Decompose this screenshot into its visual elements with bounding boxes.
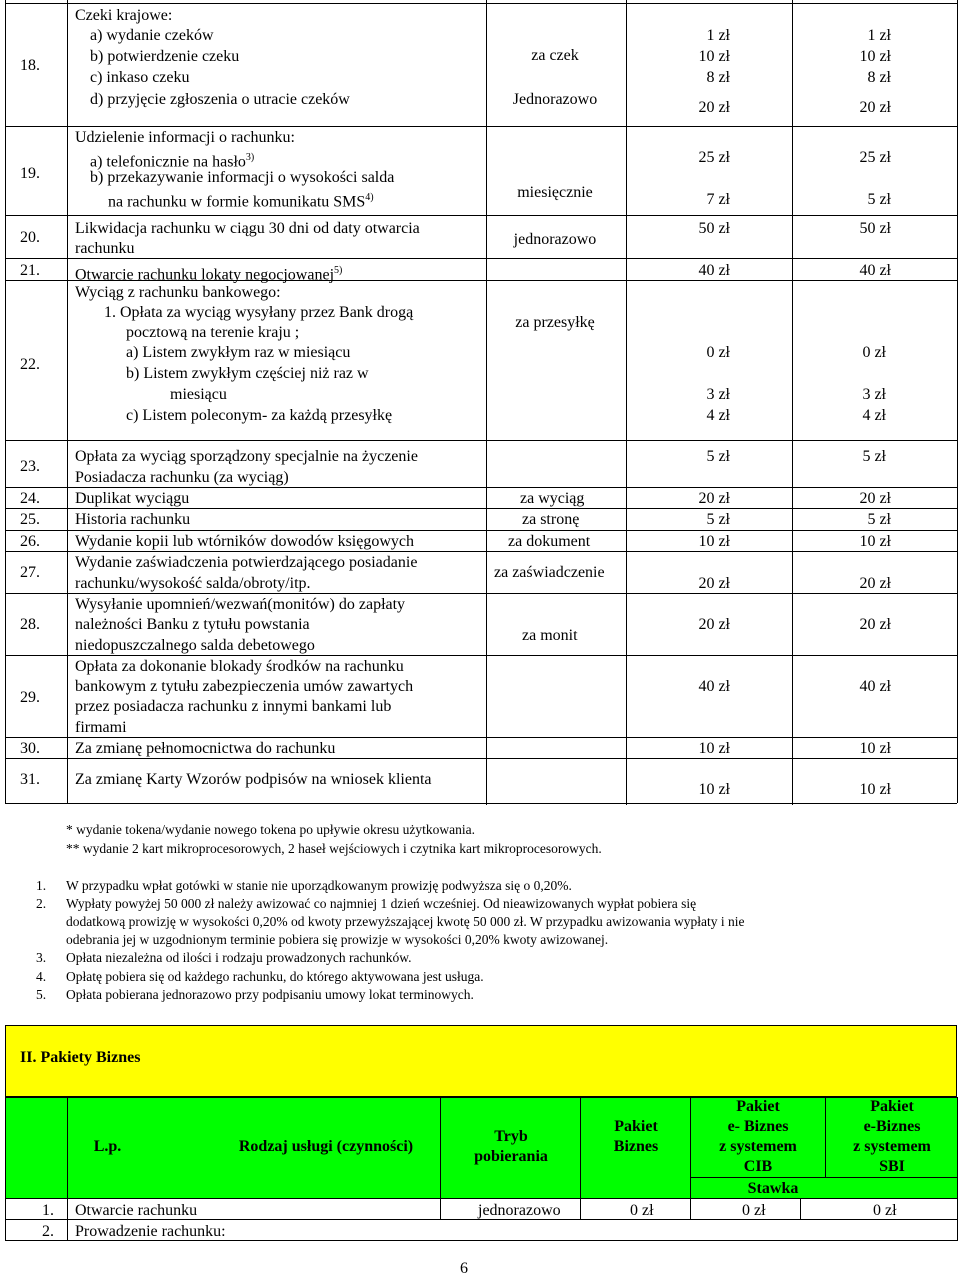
footnote-star: ** wydanie 2 kart mikroprocesorowych, 2 haseł wejściowych i czytnika kart mikroprocesorowych. — [66, 841, 602, 856]
footnote-number: 1. — [36, 878, 47, 893]
header-package: e-Biznes — [863, 1118, 921, 1135]
fee-mode: za dokument — [508, 533, 591, 550]
section-banner — [5, 1025, 957, 1097]
fee-value: 5 zł — [706, 511, 730, 528]
row-label: firmami — [75, 719, 127, 736]
row-label: Wysyłanie upomnień/wezwań(monitów) do zapłaty — [75, 596, 406, 613]
footnote-text: Opłatę pobiera się od każdego rachunku, do którego aktywowana jest usługa. — [66, 969, 484, 984]
fee-value: 20 zł — [698, 575, 730, 592]
row-number: 22. — [20, 356, 40, 373]
fee-value: 8 zł — [867, 69, 891, 86]
row-item: b) potwierdzenie czeku — [90, 48, 240, 65]
header-package: SBI — [879, 1158, 905, 1175]
fee-value: 10 zł — [698, 781, 730, 798]
row-label: Likwidacja rachunku w ciągu 30 dni od daty otwarcia — [75, 220, 420, 237]
row-label: Opłata za wyciąg sporządzony specjalnie na życzenie — [75, 448, 418, 465]
fee-value: 50 zł — [859, 220, 891, 237]
fee-value: 20 zł — [698, 490, 730, 507]
footnote-text: dodatkową prowizję w wysokości 0,20% od kwoty przewyższającej kwotę 50 000 zł. W przypadku awizowania wypłaty i nie — [66, 914, 745, 929]
row-number: 23. — [20, 458, 40, 475]
footnote-text: W przypadku wpłat gotówki w stanie nie uporządkowanym prowizję podwyższa się o 0,20%. — [66, 878, 572, 893]
fee-mode: miesięcznie — [517, 184, 593, 201]
row-item: a) wydanie czeków — [90, 27, 214, 44]
fee-mode: jednorazowo — [513, 231, 597, 248]
fee-value: 4 zł — [862, 407, 886, 424]
fee-value: 20 zł — [859, 490, 891, 507]
row-number: 21. — [20, 262, 40, 279]
row-label: należności Banku z tytułu powstania — [75, 616, 310, 633]
row-number: 24. — [20, 490, 40, 507]
fee-value: 25 zł — [859, 149, 891, 166]
fee-value: 20 zł — [859, 616, 891, 633]
footnote-number: 2. — [36, 896, 47, 911]
header-package: Pakiet — [614, 1118, 658, 1135]
fee-value: 4 zł — [706, 407, 730, 424]
footnote-text: odebrania jej w uzgodnionym terminie pobiera się prowizje w wysokości 0,20% kwoty awizowanej. — [66, 932, 609, 947]
row-label: Otwarcie rachunku — [75, 1202, 198, 1219]
fee-value: 0 zł — [742, 1202, 766, 1219]
row-number: 26. — [20, 533, 40, 550]
fee-value: 10 zł — [698, 533, 730, 550]
header-package: Pakiet — [870, 1098, 914, 1115]
header-package: CIB — [743, 1158, 773, 1175]
fee-value: 0 zł — [706, 344, 730, 361]
fee-value: 20 zł — [698, 99, 730, 116]
row-number: 27. — [20, 564, 40, 581]
row-label: przez posiadacza rachunku z innymi bankami lub — [75, 698, 392, 715]
fee-value: 5 zł — [862, 448, 886, 465]
row-label: Posiadacza rachunku (za wyciąg) — [75, 469, 289, 486]
fee-value: 50 zł — [698, 220, 730, 237]
row-number: 19. — [20, 165, 40, 182]
fee-value: 3 zł — [706, 386, 730, 403]
row-label: niedopuszczalnego salda debetowego — [75, 637, 315, 654]
row-number: 1. — [42, 1202, 54, 1219]
row-item: c) Listem poleconym- za każdą przesyłkę — [126, 407, 393, 424]
row-number: 30. — [20, 740, 40, 757]
row-number: 25. — [20, 511, 40, 528]
row-item: 1. Opłata za wyciąg wysyłany przez Bank drogą — [104, 304, 414, 321]
row-item: pocztową na terenie kraju ; — [126, 324, 300, 341]
row-title: Wyciąg z rachunku bankowego: — [75, 284, 281, 301]
header-package: Biznes — [613, 1138, 659, 1155]
fee-value: 10 zł — [859, 740, 891, 757]
fee-value: 40 zł — [859, 262, 891, 279]
fee-mode: za stronę — [522, 511, 580, 528]
fee-value: 5 zł — [706, 448, 730, 465]
row-item: d) przyjęcie zgłoszenia o utracie czeków — [90, 91, 350, 108]
footnote-number: 5. — [36, 987, 47, 1002]
fee-value: 20 zł — [698, 616, 730, 633]
row-number: 29. — [20, 689, 40, 706]
row-label: Duplikat wyciągu — [75, 490, 190, 507]
row-label: Za zmianę pełnomocnictwa do rachunku — [75, 740, 336, 757]
row-label: Za zmianę Karty Wzorów podpisów na wniosek klienta — [75, 771, 432, 788]
footnote-text: Opłata niezależna od ilości i rodzaju prowadzonych rachunków. — [66, 950, 412, 965]
fee-mode: jednorazowo — [478, 1202, 561, 1219]
header-lp: L.p. — [93, 1138, 122, 1155]
footnote-star: * wydanie tokena/wydanie nowego tokena po upływie okresu użytkowania. — [66, 822, 476, 837]
row-number: 18. — [20, 57, 40, 74]
fee-value: 3 zł — [862, 386, 886, 403]
row-number: 31. — [20, 771, 40, 788]
fee-value: 10 zł — [859, 48, 891, 65]
row-item: a) telefonicznie na hasło$^{3)}$ — [90, 152, 255, 171]
row-label: Historia rachunku — [75, 511, 191, 528]
row-item: b) Listem zwykłym częściej niż raz w — [126, 365, 369, 382]
row-label: Otwarcie rachunku lokaty negocjowanej$^{5)}$ — [75, 265, 343, 284]
fee-value: 10 zł — [859, 781, 891, 798]
row-label: Prowadzenie rachunku: — [75, 1223, 226, 1240]
footnote-text: Opłata pobierana jednorazowo przy podpisaniu umowy lokat terminowych. — [66, 987, 474, 1002]
fee-value: 40 zł — [698, 678, 730, 695]
fee-mode: za monit — [522, 627, 578, 644]
fee-mode: za przesyłkę — [515, 314, 595, 331]
fee-value: 40 zł — [698, 262, 730, 279]
header-package: z systemem — [853, 1138, 931, 1155]
row-title: Udzielenie informacji o rachunku: — [75, 129, 295, 146]
fee-value: 5 zł — [867, 191, 891, 208]
row-number: 28. — [20, 616, 40, 633]
row-title: Czeki krajowe: — [75, 7, 173, 24]
row-item: c) inkaso czeku — [90, 69, 190, 86]
page-number: 6 — [460, 1260, 468, 1277]
fee-value: 10 zł — [698, 740, 730, 757]
fee-value: 10 zł — [859, 533, 891, 550]
section-title: II. Pakiety Biznes — [20, 1049, 141, 1066]
header-package: Pakiet — [736, 1098, 780, 1115]
footnote-number: 3. — [36, 950, 47, 965]
fee-value: 1 zł — [706, 27, 730, 44]
fee-value: 1 zł — [867, 27, 891, 44]
footnote-text: Wypłaty powyżej 50 000 zł należy awizować co najmniej 1 dzień wcześniej. Od nieawizowanych wypłat pobiera się — [66, 896, 697, 911]
fee-value: 5 zł — [867, 511, 891, 528]
fee-value: 0 zł — [630, 1202, 654, 1219]
row-label: rachunku — [75, 240, 135, 257]
fee-mode: za zaświadczenie — [494, 564, 605, 581]
fee-value: 20 zł — [859, 99, 891, 116]
fee-mode: Jednorazowo — [512, 91, 598, 108]
fee-value: 20 zł — [859, 575, 891, 592]
row-label: rachunku/wysokość salda/obroty/itp. — [75, 575, 311, 592]
header-service: Rodzaj usługi (czynności) — [238, 1138, 414, 1155]
row-label: Wydanie kopii lub wtórników dowodów księgowych — [75, 533, 414, 550]
footnote-number: 4. — [36, 969, 47, 984]
header-mode: pobierania — [474, 1148, 548, 1165]
row-label: Opłata za dokonanie blokady środków na rachunku — [75, 658, 404, 675]
fee-mode: za czek — [531, 47, 579, 64]
row-item: miesiącu — [170, 386, 227, 403]
fee-value: 7 zł — [706, 191, 730, 208]
fee-value: 10 zł — [698, 48, 730, 65]
fee-value: 25 zł — [698, 149, 730, 166]
row-item: a) Listem zwykłym raz w miesiącu — [126, 344, 351, 361]
fee-value: 8 zł — [706, 69, 730, 86]
row-item: b) przekazywanie informacji o wysokości salda — [90, 169, 395, 186]
fee-value: 0 zł — [873, 1202, 897, 1219]
fee-value: 40 zł — [859, 678, 891, 695]
row-number: 2. — [42, 1223, 54, 1240]
header-mode: Tryb — [494, 1128, 528, 1145]
header-package: z systemem — [719, 1138, 797, 1155]
row-number: 20. — [20, 229, 40, 246]
fee-mode: za wyciąg — [520, 490, 585, 507]
row-label: bankowym z tytułu zabezpieczenia umów zawartych — [75, 678, 414, 695]
header-package: e- Biznes — [727, 1118, 789, 1135]
row-item: na rachunku w formie komunikatu SMS$^{4)}$ — [108, 192, 374, 211]
header-rate: Stawka — [747, 1180, 799, 1197]
row-label: Wydanie zaświadczenia potwierdzającego posiadanie — [75, 554, 418, 571]
fee-value: 0 zł — [862, 344, 886, 361]
